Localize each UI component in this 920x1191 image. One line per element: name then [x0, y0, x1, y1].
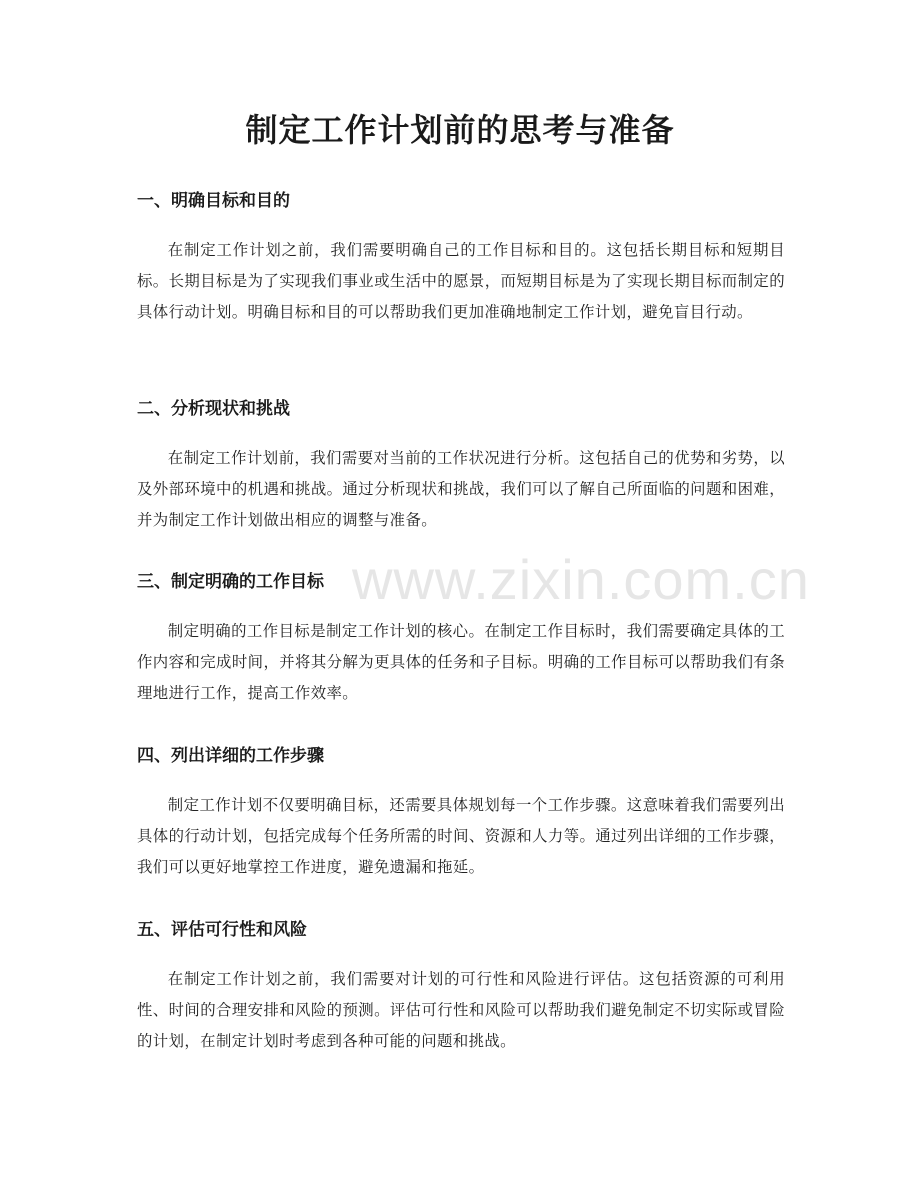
section-paragraph: 制定明确的工作目标是制定工作计划的核心。在制定工作目标时，我们需要确定具体的工作内容和完成时间，并将其分解为更具体的任务和子目标。明确的工作目标可以帮助我们有条理地进行工作，提高工作效率。 — [137, 622, 785, 702]
watermark: www.zixin.com.cn — [352, 548, 810, 611]
section-heading: 五、评估可行性和风险 — [137, 920, 307, 940]
section-paragraph: 制定工作计划不仅要明确目标，还需要具体规划每一个工作步骤。这意味着我们需要列出具体的行动计划，包括完成每个任务所需的时间、资源和人力等。通过列出详细的工作步骤，我们可以更好地掌控工作进度，避免遗漏和拖延。 — [137, 796, 785, 876]
section-3 — [137, 570, 785, 709]
page-title: 制定工作计划前的思考与准备 — [245, 111, 675, 149]
section-heading: 二、分析现状和挑战 — [137, 399, 290, 419]
section-heading: 四、列出详细的工作步骤 — [137, 746, 324, 766]
section-paragraph: 在制定工作计划之前，我们需要对计划的可行性和风险进行评估。这包括资源的可利用性、时间的合理安排和风险的预测。评估可行性和风险可以帮助我们避免制定不切实际或冒险的计划，在制定计划时考虑到各种可能的问题和挑战。 — [137, 970, 785, 1050]
section-5 — [137, 918, 785, 1057]
section-4 — [137, 744, 785, 883]
section-1 — [137, 189, 785, 328]
section-paragraph: 在制定工作计划前，我们需要对当前的工作状况进行分析。这包括自己的优势和劣势，以及外部环境中的机遇和挑战。通过分析现状和挑战，我们可以了解自己所面临的问题和困难，并为制定工作计划做出相应的调整与准备。 — [137, 449, 785, 529]
section-heading: 三、制定明确的工作目标 — [137, 572, 324, 592]
section-paragraph: 在制定工作计划之前，我们需要明确自己的工作目标和目的。这包括长期目标和短期目标。长期目标是为了实现我们事业或生活中的愿景，而短期目标是为了实现长期目标而制定的具体行动计划。明确目标和目的可以帮助我们更加准确地制定工作计划，避免盲目行动。 — [137, 241, 785, 321]
section-2 — [137, 397, 785, 536]
section-heading: 一、明确目标和目的 — [137, 191, 290, 211]
